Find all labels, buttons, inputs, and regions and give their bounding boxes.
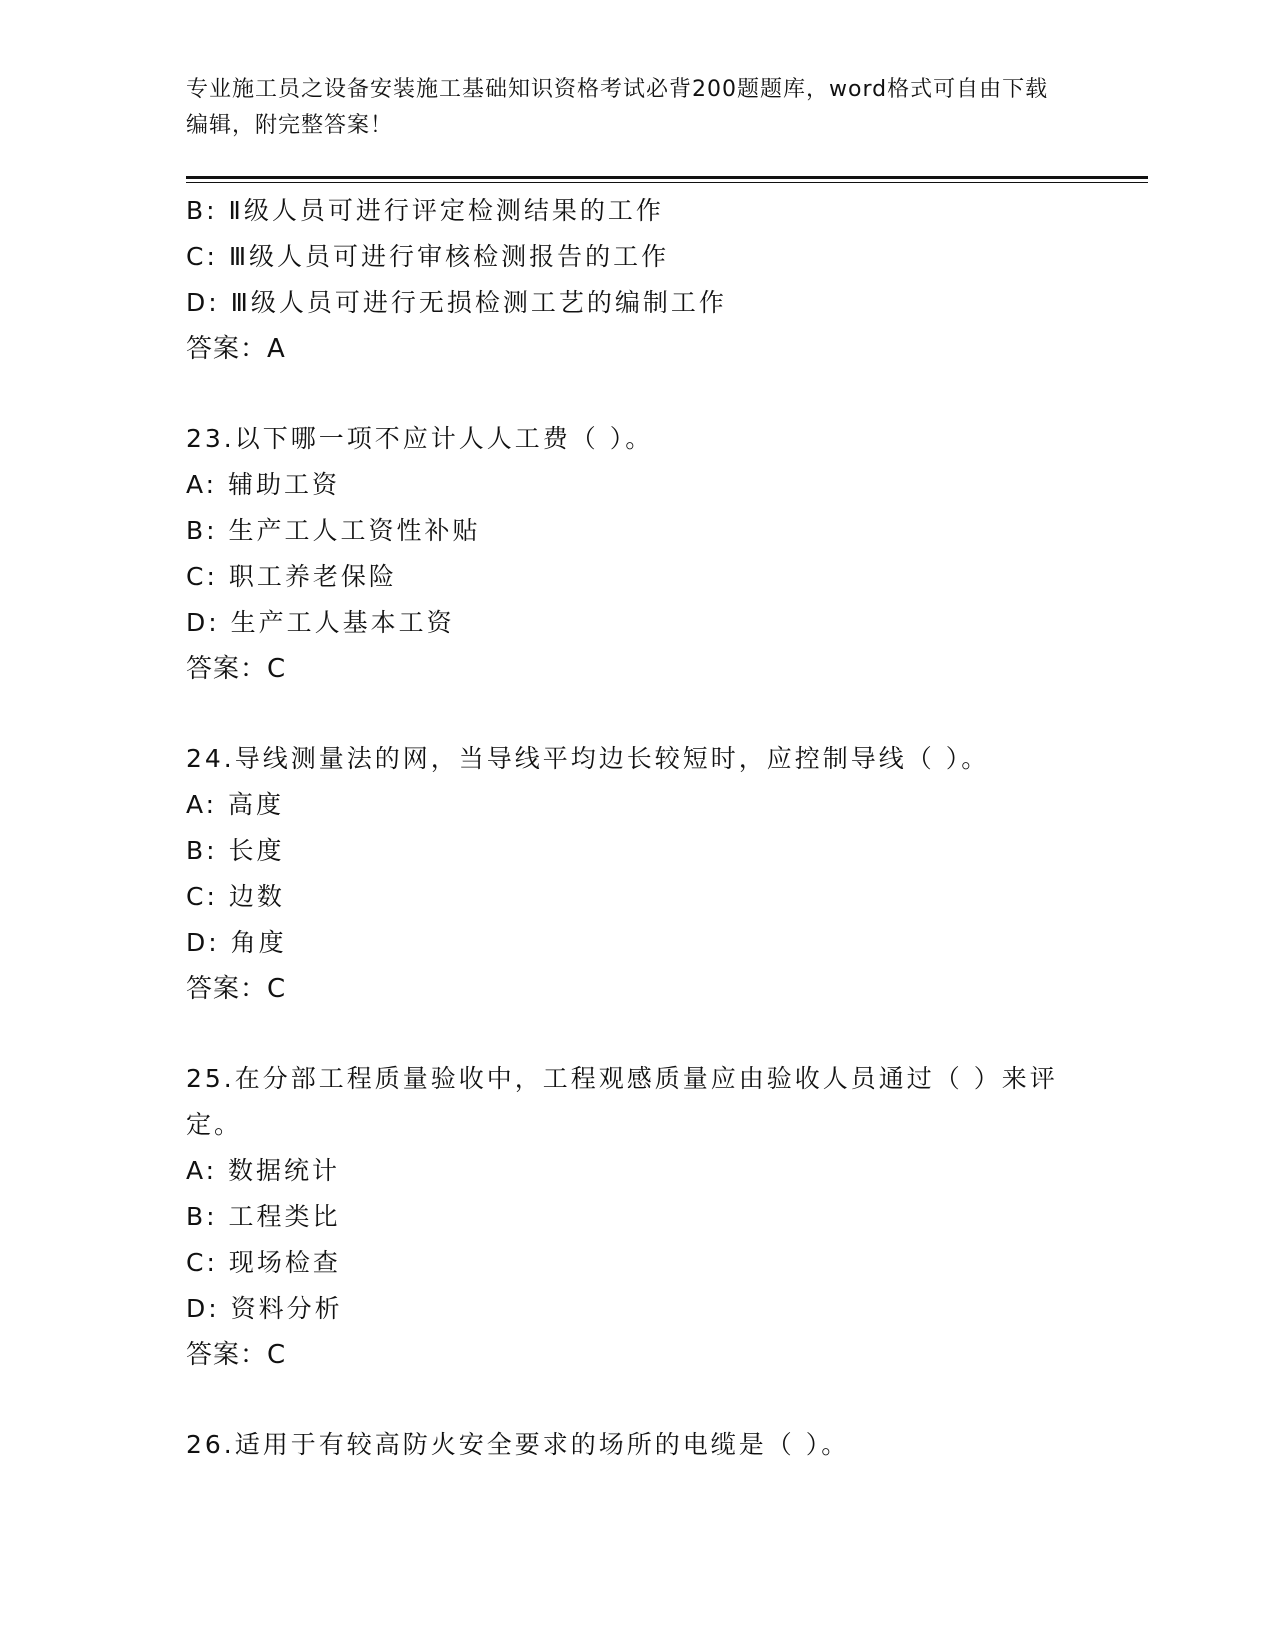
question-text: 25.在分部工程质量验收中，工程观感质量应由验收人员通过（ ）来评定。: [186, 1064, 1058, 1139]
question-text: 23.以下哪一项不应计人人工费（ ）。: [186, 424, 654, 453]
answer-text: 答案：C: [186, 654, 287, 684]
question-text: 26.适用于有较高防火安全要求的场所的电缆是（ ）。: [186, 1430, 850, 1459]
option-c: C: Ⅲ级人员可进行审核检测报告的工作: [186, 242, 670, 271]
option-b: B: 生产工人工资性补贴: [186, 516, 481, 545]
header-divider-thick: [186, 176, 1148, 179]
question-text: 24.导线测量法的网，当导线平均边长较短时，应控制导线（ ）。: [186, 744, 990, 773]
option-b: B: 工程类比: [186, 1202, 341, 1231]
question-26: [186, 1422, 1086, 1468]
page-header-title: 专业施工员之设备安装施工基础知识资格考试必背200题题库，word格式可自由下载编辑，附完整答案！: [186, 77, 1049, 138]
answer-text: 答案：C: [186, 1340, 287, 1370]
question-23: [186, 416, 1086, 692]
option-b: B: Ⅱ级人员可进行评定检测结果的工作: [186, 196, 664, 225]
question-24: [186, 736, 1086, 1012]
option-c: C: 边数: [186, 882, 285, 911]
option-d: D: 资料分析: [186, 1294, 343, 1323]
option-d: D: 生产工人基本工资: [186, 608, 455, 637]
option-d: D: 角度: [186, 928, 287, 957]
header-divider-thin: [186, 182, 1148, 183]
answer-text: 答案：A: [186, 334, 286, 364]
question-25: [186, 1056, 1086, 1378]
option-a: A: 高度: [186, 790, 285, 819]
option-b: B: 长度: [186, 836, 285, 865]
question-list: [186, 188, 1086, 1468]
answer-text: 答案：C: [186, 974, 287, 1004]
option-a: A: 数据统计: [186, 1156, 341, 1185]
partial-question-22: [186, 188, 1086, 372]
option-c: C: 现场检查: [186, 1248, 341, 1277]
option-a: A: 辅助工资: [186, 470, 341, 499]
option-c: C: 职工养老保险: [186, 562, 397, 591]
option-d: D: Ⅲ级人员可进行无损检测工艺的编制工作: [186, 288, 727, 317]
